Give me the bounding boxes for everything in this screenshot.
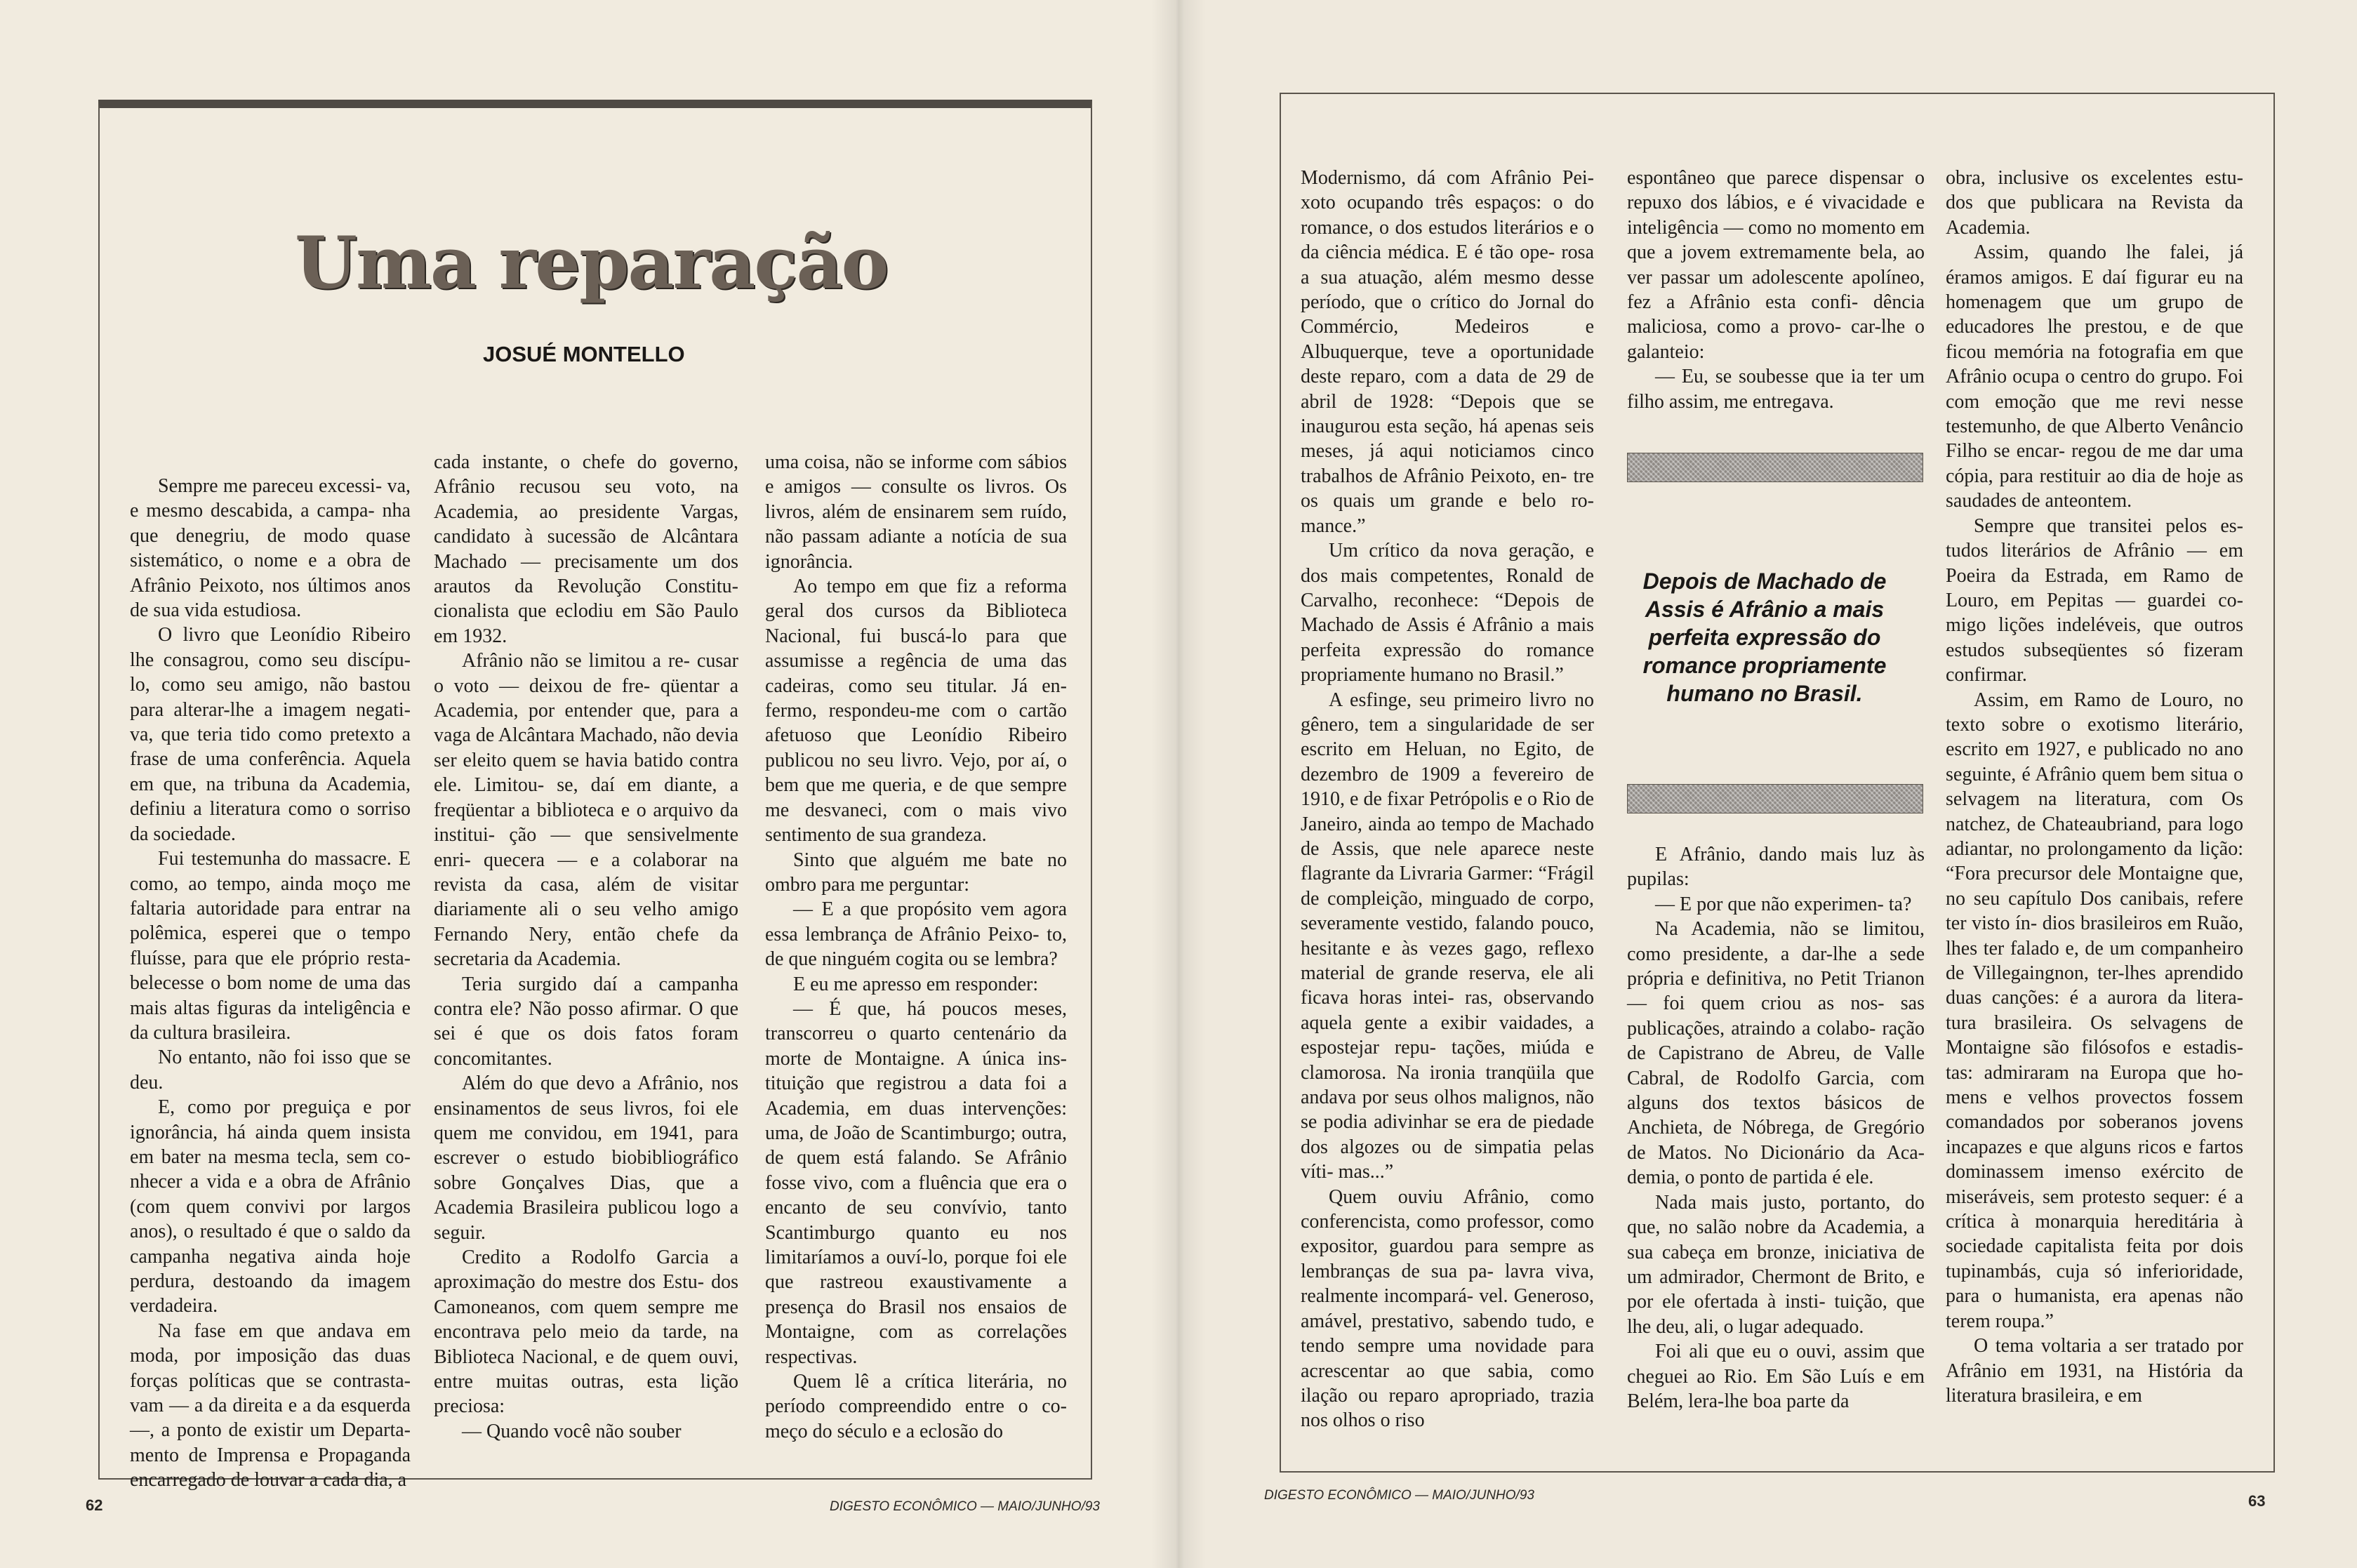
article-title: Uma reparação xyxy=(295,221,888,305)
paragraph: E, como por preguiça e por ignorância, há ainda quem insista em bater na mesma tecla, sem co- nhecer a vida e a obra de Afrânio (com quem convivi por largos anos), o resultado é que o saldo da campanha negativa ainda hoje perdura, destoando da imagem verdadeira. xyxy=(130,1096,411,1317)
paragraph: — E a que propósito vem agora essa lembrança de Afrânio Peixo- to, de que ninguém cogita ou se lembra? xyxy=(765,898,1067,971)
paragraph: Na Academia, não se limitou, como presidente, a dar-lhe a sede própria e definitiva, no Petit Trianon — foi quem criou as nos- sas publicações, atraindo a colabo- ração de Capistrano de Abreu, de Valle Cabral, de Rodolfo Garcia, com alguns dos textos básicos de Anchieta, de Nóbrega, de Gregório de Matos. No Dicionário da Aca- demia, o ponto de partida é ele. xyxy=(1627,918,1925,1189)
paragraph: No entanto, não foi isso que se deu. xyxy=(130,1047,411,1094)
page-number-left: 62 xyxy=(86,1496,103,1514)
paragraph: — É que, há poucos meses, transcorreu o quarto centenário da morte de Montaigne. A única ins- tituição que registrou a data foi a Academia, em duas intervenções: uma, de João de Scantimburgo; outra, de quem está falando. Se Afrânio fosse vivo, com a fluência que era o encanto de seu convívio, tanto Scantimburgo quanto eu nos limitaríamos a ouví-lo, porque foi ele que rastreou exaustivamente a presença do Brasil nos ensaios de Montaigne, com as correlações respectivas. xyxy=(765,997,1067,1368)
paragraph: Teria surgido daí a campanha contra ele? Não posso afirmar. O que sei é que os dois fatos foram concomitantes. xyxy=(434,973,738,1070)
paragraph: — E por que não experimen- ta? xyxy=(1655,893,1912,915)
paragraph: O tema voltaria a ser tratado por Afrânio em 1931, na História da literatura brasileira, e em xyxy=(1946,1335,2243,1407)
paragraph: Foi ali que eu o ouvi, assim que cheguei ao Rio. Em São Luís e em Belém, lera-lhe boa parte da xyxy=(1627,1341,1925,1412)
paragraph: Nada mais justo, portanto, do que, no salão nobre da Academia, a sua cabeça em bronze, iniciativa de um admirador, Chermont de Brito, e por ele ofertada à insti- tuição, que lhe deu, ali, o lugar adequado. xyxy=(1627,1191,1925,1338)
paragraph: E Afrânio, dando mais luz às pupilas: xyxy=(1627,844,1925,891)
paragraph: Assim, quando lhe falei, já éramos amigos. E daí figurar eu na homenagem que um grupo de educadores lhe prestou, e de que ficou memória na fotografia em que Afrânio ocupa o centro do grupo. Foi com emoção que me revi nesse testemunho, de que Alberto Venâncio Filho se encar- regou de me dar uma cópia, para restituir ao dia de hoje as saudades de anteontem. xyxy=(1946,241,2243,512)
paragraph: uma coisa, não se informe com sábios e amigos — consulte os livros. Os livros, além de ensinarem sem ruído, não passam adiante a notícia de sua ignorância. xyxy=(765,451,1067,573)
paragraph: Quem ouviu Afrânio, como conferencista, como professor, como expositor, guardou para sempre as lembranças de sua pa- lavra viva, realmente incompará- vel. Generoso, amável, prestativo, sabendo tudo, e tendo sempre uma novidade para acrescentar ao que sabia, como ilação ou reparo apropriado, trazia nos olhos o riso xyxy=(1301,1185,1594,1432)
page-number-right: 63 xyxy=(2248,1492,2266,1510)
right-column-3 xyxy=(1946,166,2243,1408)
paragraph: Ao tempo em que fiz a reforma geral dos cursos da Biblioteca Nacional, fui buscá-lo para que assumisse a regência de uma das cadeiras, como seu titular. Já en- fermo, respondeu-me com o cartão afetuoso que Leonídio Ribeiro publicou no seu livro. Vejo, por aí, o bem que me queria, e de que sempre me desvaneci, com o mais vivo sentimento de sua grandeza. xyxy=(765,576,1067,846)
paragraph: — Quando você não souber xyxy=(462,1420,682,1442)
divider-bar-top xyxy=(1627,453,1923,482)
paragraph: Credito a Rodolfo Garcia a aproximação do mestre dos Estu- dos Camoneanos, com quem sempre me encontrava pelo meio da tarde, na Biblioteca Nacional, e de quem ouvi, entre muitas outras, esta lição preciosa: xyxy=(434,1247,738,1418)
right-column-1 xyxy=(1301,166,1594,1433)
paragraph: Além do que devo a Afrânio, nos ensinamentos de seus livros, foi ele quem me convidou, em 1941, para escrever o estudo biobibliográfico sobre Gonçalves Dias, que a Academia Brasileira publicou logo a seguir. xyxy=(434,1072,738,1244)
paragraph: — Eu, se soubesse que ia ter um filho assim, me entregava. xyxy=(1627,366,1925,413)
paragraph: Afrânio não se limitou a re- cusar o voto — deixou de fre- qüentar a Academia, por entender que, para a vaga de Alcântara Machado, não devia ser eleito quem se havia batido contra ele. Limitou- se, daí em diante, a freqüentar a biblioteca e o arquivo da institui- ção — que sensivelmente enri- quecera — e a colaborar na revista da casa, além de visitar diariamente ali o seu velho amigo Fernando Nery, então chefe da secretaria da Academia. xyxy=(434,650,738,971)
pull-quote: Depois de Machado de Assis é Afrânio a mais perfeita expressão do romance propriamente humano no Brasil. xyxy=(1642,569,1887,706)
left-column-1 xyxy=(130,474,411,1493)
paragraph: A esfinge, seu primeiro livro no gênero, tem a singularidade de ser escrito em Heluan, no Egito, de dezembro de 1909 a fevereiro de 1910, e de fixar Petrópolis e o Rio de Janeiro, ainda ao tempo de Machado de Assis, que nele aparece neste flagrante da Livraria Garmer: “Frágil de compleição, minguado de corpo, severamente vestido, falando pouco, hesitante e às vezes gago, reflexo material de grande reserva, ele ali ficava horas intei- ras, observando aquela gente a exibir vaidades, a espostejar repu- tações, miúda e clamorosa. Na ironia tranqüila que andava por seus olhos malignos, não se podia adivinhar se era de piedade dos algozes ou de simpatia pelas víti- mas...” xyxy=(1301,689,1594,1183)
paragraph: Um crítico da nova geração, e dos mais competentes, Ronald de Carvalho, reconhece: “Depois de Machado de Assis é Afrânio a mais perfeita expressão do romance propriamente humano no Brasil.” xyxy=(1301,540,1594,686)
footer-right: DIGESTO ECONÔMICO — MAIO/JUNHO/93 xyxy=(1264,1488,1534,1503)
footer-left: DIGESTO ECONÔMICO — MAIO/JUNHO/93 xyxy=(830,1499,1100,1514)
left-column-3 xyxy=(765,450,1067,1444)
page-gutter xyxy=(1151,0,1206,1568)
paragraph: Fui testemunha do massacre. E como, ao tempo, ainda moço me faltaria autoridade para entrar na polêmica, esperei que o tempo fluísse, para que ele próprio resta- belecesse o bom nome de uma das mais altas figuras da inteligência e da cultura brasileira. xyxy=(130,848,411,1044)
paragraph: Assim, em Ramo de Louro, no texto sobre o exotismo literário, escrito em 1927, e publicado no ano seguinte, é Afrânio quem bem situa o selvagem na literatura, com Os natchez, de Chateaubriand, para logo adiantar, no prolongamento da lição: “Fora precursor dele Montaigne que, no seu capítulo Dos canibais, refere ter visto ín- dios brasileiros em Ruão, lhes ter falado e, de um companheiro de Villegaingnon, ter-lhes aprendido duas canções: é a aurora da litera- tura brasileira. Os selvagens de Montaigne são filósofos e estadis- tas: admiraram na Europa que ho- mens e velhos provectos fossem comandados por soberanos jovens incapazes e que alguns ricos e fartos dominassem imenso exército de miseráveis, sem protesto sequer: é a crítica à monarquia hereditária à sociedade capitalista feita por dois tupinambás, cuja só inferioridade, para o humanista, era apenas não terem roupa.” xyxy=(1946,689,2243,1332)
left-column-2 xyxy=(434,450,738,1444)
paragraph: Sinto que alguém me bate no ombro para me perguntar: xyxy=(765,849,1067,896)
paragraph: E eu me apresso em responder: xyxy=(793,973,1039,995)
divider-bar-bottom xyxy=(1627,784,1923,813)
paragraph: Sempre me pareceu excessi- va, e mesmo descabida, a campa- nha que denegriu, de modo quase sistemático, o nome e a obra de Afrânio Peixoto, nos últimos anos de sua vida estudiosa. xyxy=(130,475,411,622)
paragraph: obra, inclusive os excelentes estu- dos que publicara na Revista da Academia. xyxy=(1946,167,2243,239)
paragraph: Na fase em que andava em moda, por imposição das duas forças políticas que se contrasta- vam — a da direita e a da esquerda —, a ponto de existir um Departa- mento de Imprensa e Propaganda encarregado de louvar a cada dia, a xyxy=(130,1320,411,1491)
paragraph: cada instante, o chefe do governo, Afrânio recusou seu voto, na Academia, ao presidente Vargas, candidato à sucessão de Alcântara Machado — precisamente um dos arautos da Revolução Constitu- cionalista que eclodiu em São Paulo em 1932. xyxy=(434,451,738,647)
right-column-2-bottom xyxy=(1627,842,1925,1414)
paragraph: Sempre que transitei pelos es- tudos literários de Afrânio — em Poeira da Estrada, em Ramo de Louro, em Pepitas — guardei co- migo lições indeléveis, que outros estudos subseqüentes só fizeram confirmar. xyxy=(1946,514,2243,686)
author-byline: JOSUÉ MONTELLO xyxy=(483,342,685,366)
paragraph: Quem lê a crítica literária, no período compreendido entre o co- meço do século e a eclosão do xyxy=(765,1371,1067,1442)
right-column-2-top xyxy=(1627,166,1925,414)
paragraph: Modernismo, dá com Afrânio Pei- xoto ocupando três espaços: o do romance, o dos estudos literários e o da ciência médica. E é tão ope- rosa a sua atuação, além mesmo desse período, que o crítico do Jornal do Commércio, Medeiros e Albuquerque, teve a oportunidade deste reparo, com a data de 29 de abril de 1928: “Depois que se inaugurou esta seção, há apenas seis meses, já aqui noticiamos cinco trabalhos de Afrânio Peixoto, en- tre os quais um grande e belo ro- mance.” xyxy=(1301,167,1594,537)
paragraph: O livro que Leonídio Ribeiro lhe consagrou, como seu discípu- lo, como seu amigo, não bastou para alterar-lhe a imagem negati- va, que teria tido como pretexto a frase de uma conferência. Aquela em que, na tribuna da Academia, definiu a literatura como o sorriso da sociedade. xyxy=(130,624,411,845)
paragraph: espontâneo que parece dispensar o repuxo dos lábios, e é vivacidade e inteligência — como no momento em que a jovem extremamente bela, ao ver passar um adolescente apolíneo, fez a Afrânio esta confi- dência maliciosa, como a provo- car-lhe o galanteio: xyxy=(1627,167,1925,363)
